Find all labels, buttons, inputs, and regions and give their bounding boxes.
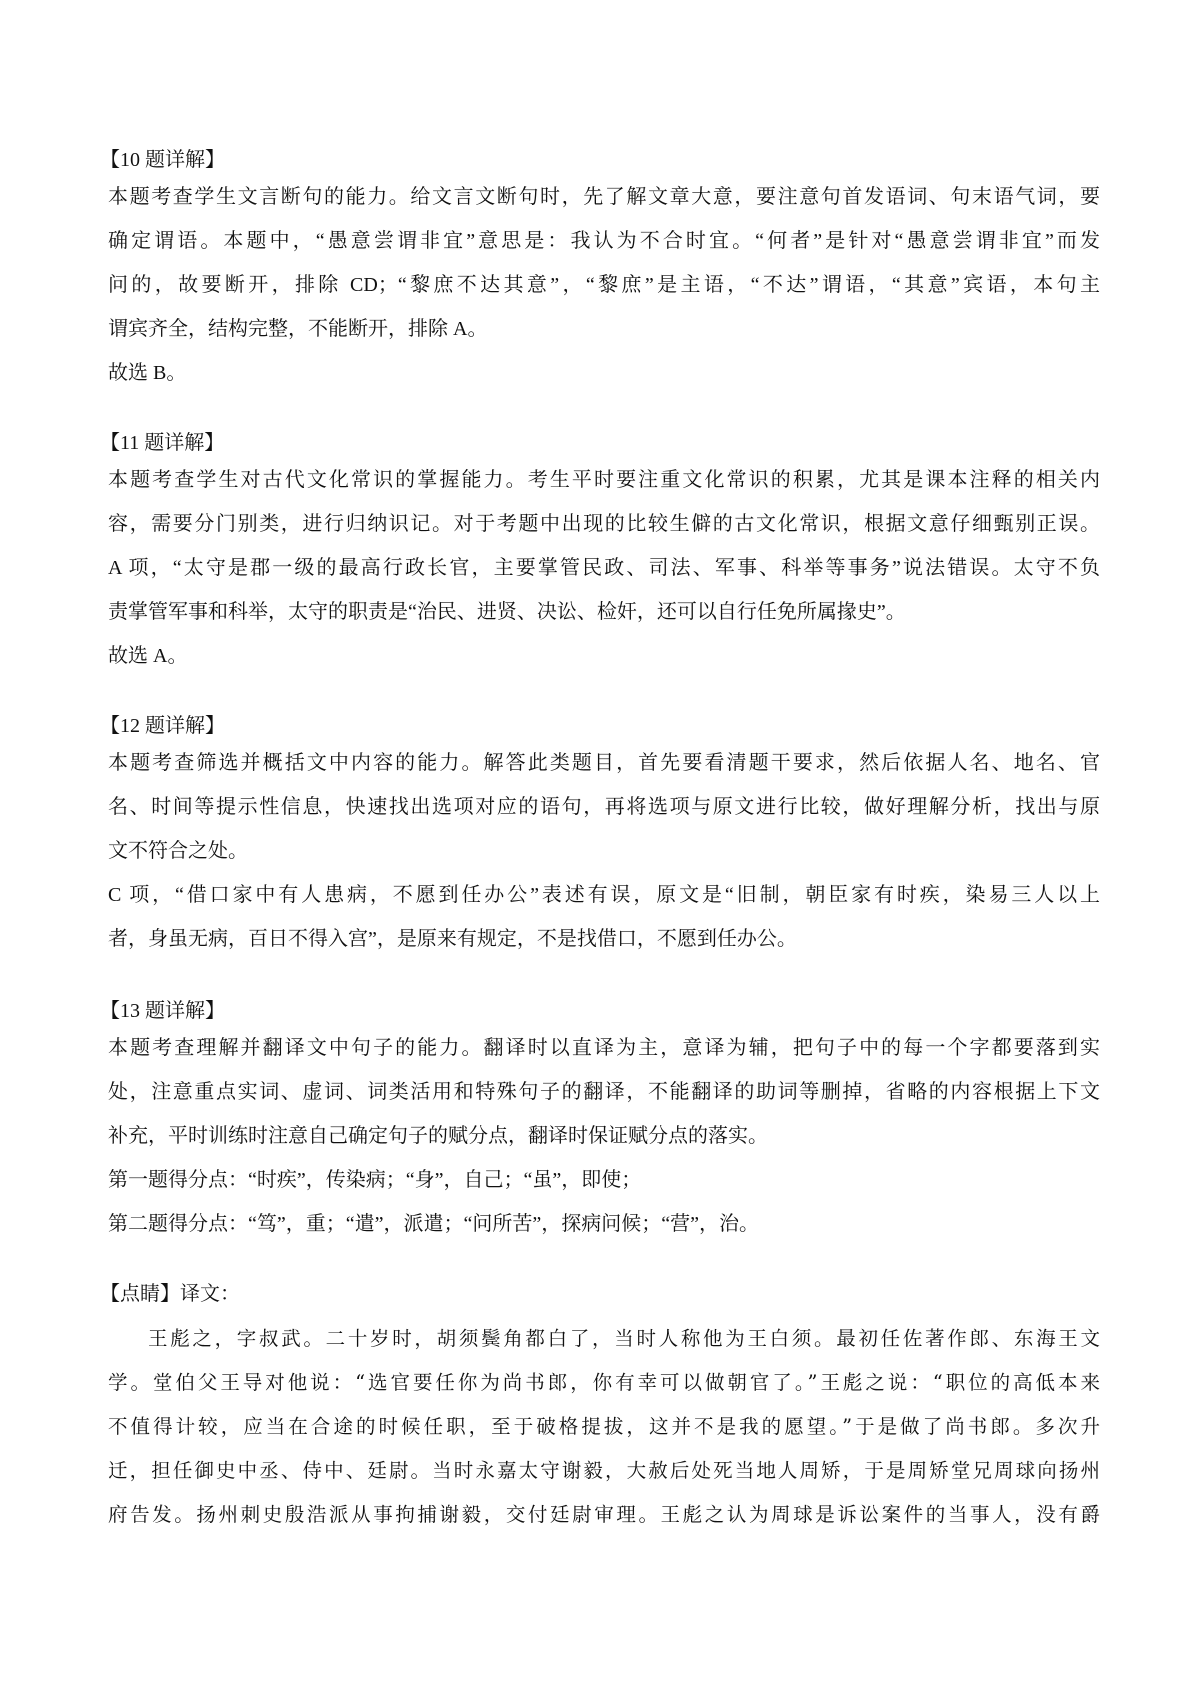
section-11-line-5: 故选 A。 bbox=[108, 645, 188, 667]
translation-line-2: 学。堂伯父王导对他说：“选官要任你为尚书郎，你有幸可以做朝官了。”王彪之说：“职位的高低本来 bbox=[108, 1371, 1100, 1394]
section-11-body bbox=[108, 462, 1100, 674]
section-10-line-5: 故选 B。 bbox=[108, 362, 187, 384]
section-11-line-4: 责掌管军事和科举，太守的职责是“治民、进贤、决讼、检奸，还可以自行任免所属掾史”。 bbox=[108, 601, 906, 623]
section-12-body bbox=[108, 745, 1100, 957]
section-11-line-3: A 项，“太守是郡一级的最高行政长官，主要掌管民政、司法、军事、科举等事务”说法错误。太守不负 bbox=[108, 557, 1100, 579]
section-10-line-1: 本题考查学生文言断句的能力。给文言文断句时，先了解文章大意，要注意句首发语词、句末语气词，要 bbox=[108, 186, 1100, 208]
translation-body bbox=[108, 1321, 1100, 1533]
section-10-line-2: 确定谓语。本题中，“愚意尝谓非宜”意思是：我认为不合时宜。“何者”是针对“愚意尝谓非宜”而发 bbox=[108, 230, 1100, 252]
section-12-line-4: C 项，“借口家中有人患病，不愿到任办公”表述有误，原文是“旧制，朝臣家有时疾，染易三人以上 bbox=[108, 884, 1100, 906]
section-13-line-4: 第一题得分点：“时疾”，传染病；“身”，自己；“虽”，即使； bbox=[108, 1169, 642, 1191]
section-10-line-4: 谓宾齐全，结构完整，不能断开，排除 A。 bbox=[108, 318, 488, 340]
translation-line-1: 王彪之，字叔武。二十岁时，胡须鬓角都白了，当时人称他为王白须。最初任佐著作郎、东海王文 bbox=[148, 1327, 1100, 1350]
section-12-heading: 【12 题详解】 bbox=[100, 715, 225, 737]
section-12-line-3: 文不符合之处。 bbox=[108, 840, 248, 862]
section-11-line-2: 容，需要分门别类，进行归纳识记。对于考题中出现的比较生僻的古文化常识，根据文意仔细甄别正误。 bbox=[108, 513, 1100, 535]
translation-line-3: 不值得计较，应当在合途的时候任职，至于破格提拔，这并不是我的愿望。”于是做了尚书郎。多次升 bbox=[108, 1415, 1100, 1438]
translation-line-4: 迁，担任御史中丞、侍中、廷尉。当时永嘉太守谢毅，大赦后处死当地人周矫，于是周矫堂兄周球向扬州 bbox=[108, 1459, 1100, 1482]
section-12-line-5: 者，身虽无病，百日不得入宫”，是原来有规定，不是找借口，不愿到任办公。 bbox=[108, 928, 797, 950]
section-13-line-1: 本题考查理解并翻译文中句子的能力。翻译时以直译为主，意译为辅，把句子中的每一个字都要落到实 bbox=[108, 1037, 1100, 1059]
section-13-line-3: 补充，平时训练时注意自己确定句子的赋分点，翻译时保证赋分点的落实。 bbox=[108, 1125, 768, 1147]
section-12-line-1: 本题考查筛选并概括文中内容的能力。解答此类题目，首先要看清题干要求，然后依据人名、地名、官 bbox=[108, 752, 1100, 774]
section-10-body bbox=[108, 179, 1100, 391]
section-11-line-1: 本题考查学生对古代文化常识的掌握能力。考生平时要注重文化常识的积累，尤其是课本注释的相关内 bbox=[108, 469, 1100, 491]
section-13-body bbox=[108, 1030, 1100, 1242]
translation-line-5: 府告发。扬州刺史殷浩派从事拘捕谢毅，交付廷尉审理。王彪之认为周球是诉讼案件的当事人，没有爵 bbox=[108, 1503, 1100, 1526]
dianjing-heading: 【点睛】译文： bbox=[100, 1283, 240, 1305]
section-13-line-5: 第二题得分点：“笃”，重；“遣”，派遣；“问所苦”，探病问候；“营”，治。 bbox=[108, 1213, 760, 1235]
section-13-heading: 【13 题详解】 bbox=[100, 1000, 225, 1022]
section-10-line-3: 问的，故要断开，排除 CD；“黎庶不达其意”，“黎庶”是主语，“不达”谓语，“其意”宾语，本句主 bbox=[108, 274, 1100, 296]
section-11-heading: 【11 题详解】 bbox=[100, 432, 225, 454]
section-13-line-2: 处，注意重点实词、虚词、词类活用和特殊句子的翻译，不能翻译的助词等删掉，省略的内容根据上下文 bbox=[108, 1081, 1100, 1103]
section-12-line-2: 名、时间等提示性信息，快速找出选项对应的语句，再将选项与原文进行比较，做好理解分析，找出与原 bbox=[108, 796, 1100, 818]
section-10-heading: 【10 题详解】 bbox=[100, 149, 225, 171]
